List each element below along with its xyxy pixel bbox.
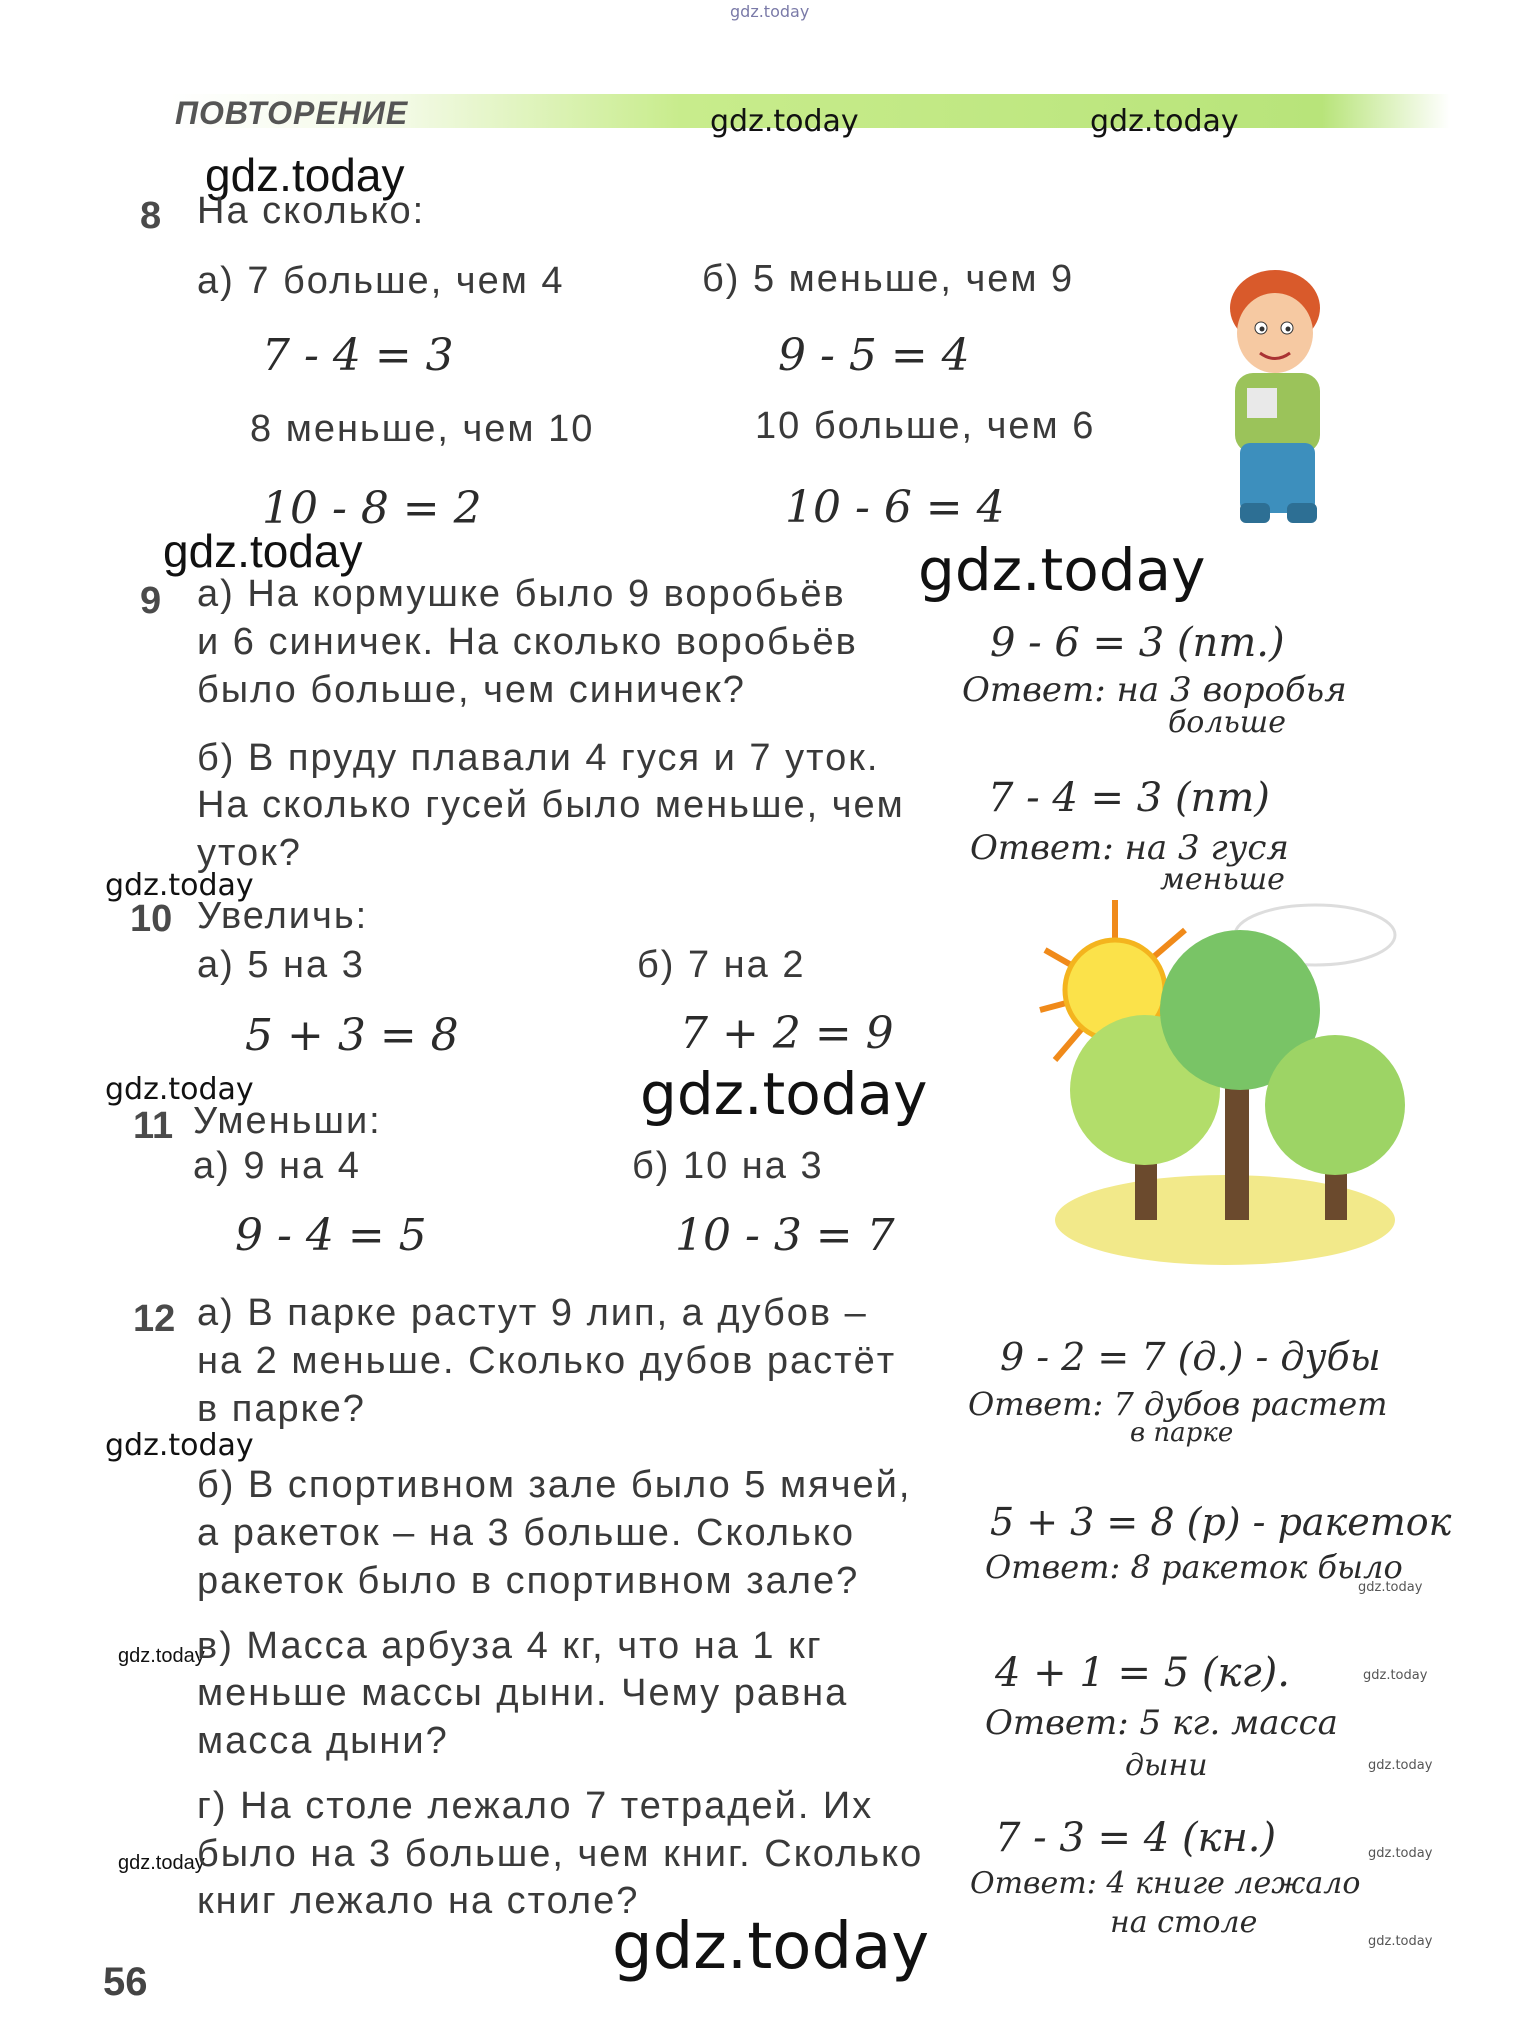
task8-d-answer: 10 - 6 = 4 [785, 482, 1005, 533]
task11-b-label: б) 10 на 3 [632, 1145, 824, 1187]
watermark-tiny: gdz.today [1368, 1934, 1433, 1949]
watermark: gdz.today [118, 1645, 205, 1667]
task12-d-line1: г) На столе лежало 7 тетрадей. Их [197, 1785, 874, 1827]
watermark-tiny: gdz.today [1368, 1846, 1433, 1861]
watermark-tiny: gdz.today [1358, 1580, 1423, 1595]
task8-number: 8 [140, 195, 162, 237]
section-title: ПОВТОРЕНИЕ [175, 95, 409, 131]
task12-a-answer1: Ответ: 7 дубов растет [968, 1385, 1388, 1423]
watermark-top: gdz.today [730, 2, 810, 21]
task12-b-line1: б) В спортивном зале было 5 мячей, [197, 1464, 912, 1506]
task9-number: 9 [140, 580, 162, 622]
task9-b-line3: уток? [197, 832, 302, 874]
task9-a-answer2: больше [1168, 705, 1286, 740]
task12-d-answer1: Ответ: 4 книге лежало [970, 1866, 1361, 1901]
task9-b-answer1: Ответ: на 3 гуся [970, 828, 1289, 868]
watermark: gdz.today [205, 149, 405, 201]
task8-d-label: 10 больше, чем 6 [755, 405, 1096, 447]
watermark-banner-right: gdz.today [1090, 104, 1239, 139]
task11-b-answer: 10 - 3 = 7 [675, 1210, 895, 1261]
task11-question: Уменьши: [193, 1100, 382, 1142]
task12-c-line2: меньше массы дыни. Чему равна [197, 1672, 849, 1714]
task12-c-answer1: Ответ: 5 кг. масса [985, 1703, 1338, 1743]
watermark-tiny: gdz.today [1363, 1668, 1428, 1683]
task11-a-answer: 9 - 4 = 5 [235, 1210, 427, 1261]
task9-a-answer1: Ответ: на 3 воробья [962, 670, 1347, 710]
task9-b-solution: 7 - 4 = 3 (пт) [988, 775, 1270, 821]
task11-number: 11 [133, 1105, 174, 1147]
task9-a-line2: и 6 синичек. На сколько воробьёв [197, 621, 858, 663]
watermark: gdz.today [163, 525, 363, 577]
task12-a-line2: на 2 меньше. Сколько дубов растёт [197, 1340, 897, 1382]
task10-a-label: а) 5 на 3 [197, 944, 365, 986]
task12-b-answer1: Ответ: 8 ракеток было [985, 1548, 1403, 1586]
watermark: gdz.today [118, 1852, 205, 1874]
task9-b-answer2: меньше [1160, 862, 1285, 897]
sun-trees-illustration [1035, 890, 1415, 1280]
task10-b-label: б) 7 на 2 [637, 944, 806, 986]
task12-a-solution: 9 - 2 = 7 (д.) - дубы [1000, 1335, 1381, 1379]
task11-a-label: а) 9 на 4 [193, 1145, 361, 1187]
task8-question: На сколько: [197, 190, 426, 232]
task12-b-line3: ракеток было в спортивном зале? [197, 1560, 860, 1602]
task12-c-line1: в) Масса арбуза 4 кг, что на 1 кг [197, 1625, 823, 1667]
task9-a-solution: 9 - 6 = 3 (пт.) [990, 620, 1285, 666]
task12-c-line3: масса дыни? [197, 1720, 449, 1762]
watermark: gdz.today [640, 1060, 928, 1128]
task9-b-line2: На сколько гусей было меньше, чем [197, 784, 905, 826]
watermark-banner-left: gdz.today [710, 104, 859, 139]
watermark-tiny: gdz.today [1368, 1758, 1433, 1773]
task9-a-line3: было больше, чем синичек? [197, 669, 746, 711]
task10-b-answer: 7 + 2 = 9 [680, 1008, 894, 1059]
task12-d-line2: было на 3 больше, чем книг. Сколько [197, 1833, 924, 1875]
task12-c-answer2: дыни [1125, 1748, 1208, 1783]
task10-question: Увеличь: [197, 895, 369, 937]
watermark: gdz.today [105, 1428, 254, 1463]
task12-b-solution: 5 + 3 = 8 (р) - ракеток [990, 1500, 1452, 1544]
watermark: gdz.today [105, 1072, 254, 1107]
task8-a-answer: 7 - 4 = 3 [262, 330, 454, 381]
task8-c-answer: 10 - 8 = 2 [262, 483, 482, 534]
task12-a-answer2: в парке [1130, 1418, 1234, 1448]
watermark: gdz.today [105, 868, 254, 903]
task12-b-line2: а ракеток – на 3 больше. Сколько [197, 1512, 855, 1554]
task12-a-line1: а) В парке растут 9 лип, а дубов – [197, 1292, 868, 1334]
task8-b-answer: 9 - 5 = 4 [778, 330, 970, 381]
task8-a-label: а) 7 больше, чем 4 [197, 260, 565, 302]
task10-number: 10 [130, 898, 173, 940]
task9-a-line1: а) На кормушке было 9 воробьёв [197, 573, 846, 615]
task12-d-line3: книг лежало на столе? [197, 1880, 640, 1922]
task10-a-answer: 5 + 3 = 8 [245, 1010, 459, 1061]
task12-d-solution: 7 - 3 = 4 (кн.) [995, 1815, 1277, 1861]
watermark: gdz.today [612, 1910, 930, 1984]
task9-b-line1: б) В пруду плавали 4 гуся и 7 уток. [197, 737, 880, 779]
task8-b-label: б) 5 меньше, чем 9 [702, 258, 1075, 300]
task12-c-solution: 4 + 1 = 5 (кг). [995, 1650, 1290, 1696]
page-number: 56 [103, 1960, 148, 2004]
task8-c-label: 8 меньше, чем 10 [250, 408, 595, 450]
watermark: gdz.today [918, 536, 1206, 604]
task12-number: 12 [133, 1298, 176, 1340]
task12-a-line3: в парке? [197, 1388, 366, 1430]
boy-illustration [1195, 258, 1365, 538]
task12-d-answer2: на столе [1110, 1905, 1258, 1940]
